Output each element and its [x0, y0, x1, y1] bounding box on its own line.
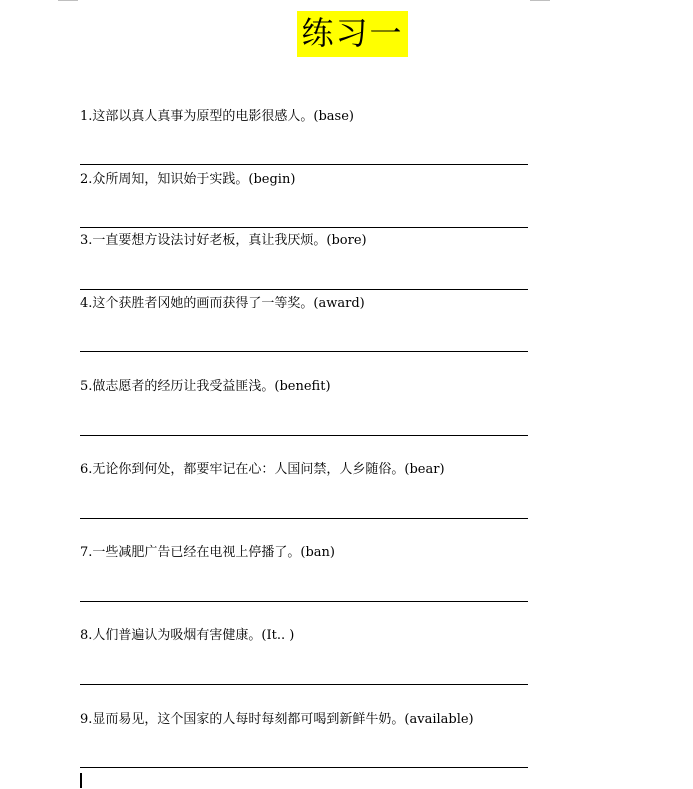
question-text: 1.这部以真人真事为原型的电影很感人。(base) [80, 109, 354, 124]
page-corner-mark-left [58, 0, 78, 1]
answer-line[interactable] [80, 351, 528, 352]
answer-line[interactable] [80, 227, 528, 228]
answer-line[interactable] [80, 164, 528, 165]
title-container [0, 11, 693, 57]
answer-line[interactable] [80, 435, 528, 436]
answer-line[interactable] [80, 767, 528, 768]
answer-line[interactable] [80, 289, 528, 290]
question-9 [80, 711, 540, 729]
question-text: 7.一些减肥广告已经在电视上停播了。(ban) [80, 545, 335, 560]
question-3 [80, 232, 540, 250]
question-5 [80, 378, 540, 396]
question-text: 2.众所周知，知识始于实践。(begin) [80, 172, 296, 187]
question-7 [80, 544, 540, 562]
page-title: 练习一 [297, 11, 407, 57]
question-text: 5.做志愿者的经历让我受益匪浅。(benefit) [80, 379, 331, 394]
question-text: 8.人们普遍认为吸烟有害健康。(It.. ) [80, 628, 295, 643]
question-1 [80, 108, 540, 126]
question-text: 9.显而易见，这个国家的人每时每刻都可喝到新鲜牛奶。(available) [80, 712, 474, 727]
question-6 [80, 461, 540, 479]
question-2 [80, 171, 540, 189]
answer-line[interactable] [80, 518, 528, 519]
answer-line[interactable] [80, 684, 528, 685]
question-8 [80, 627, 540, 645]
question-text: 3.一直要想方设法讨好老板，真让我厌烦。(bore) [80, 233, 367, 248]
answer-line[interactable] [80, 601, 528, 602]
question-text: 6.无论你到何处，都要牢记在心：人国问禁，人乡随俗。(bear) [80, 462, 445, 477]
page-corner-mark-right [530, 0, 550, 1]
question-text: 4.这个获胜者冈她的画而获得了一等奖。(award) [80, 296, 365, 311]
text-cursor [80, 773, 82, 788]
question-4 [80, 295, 540, 313]
